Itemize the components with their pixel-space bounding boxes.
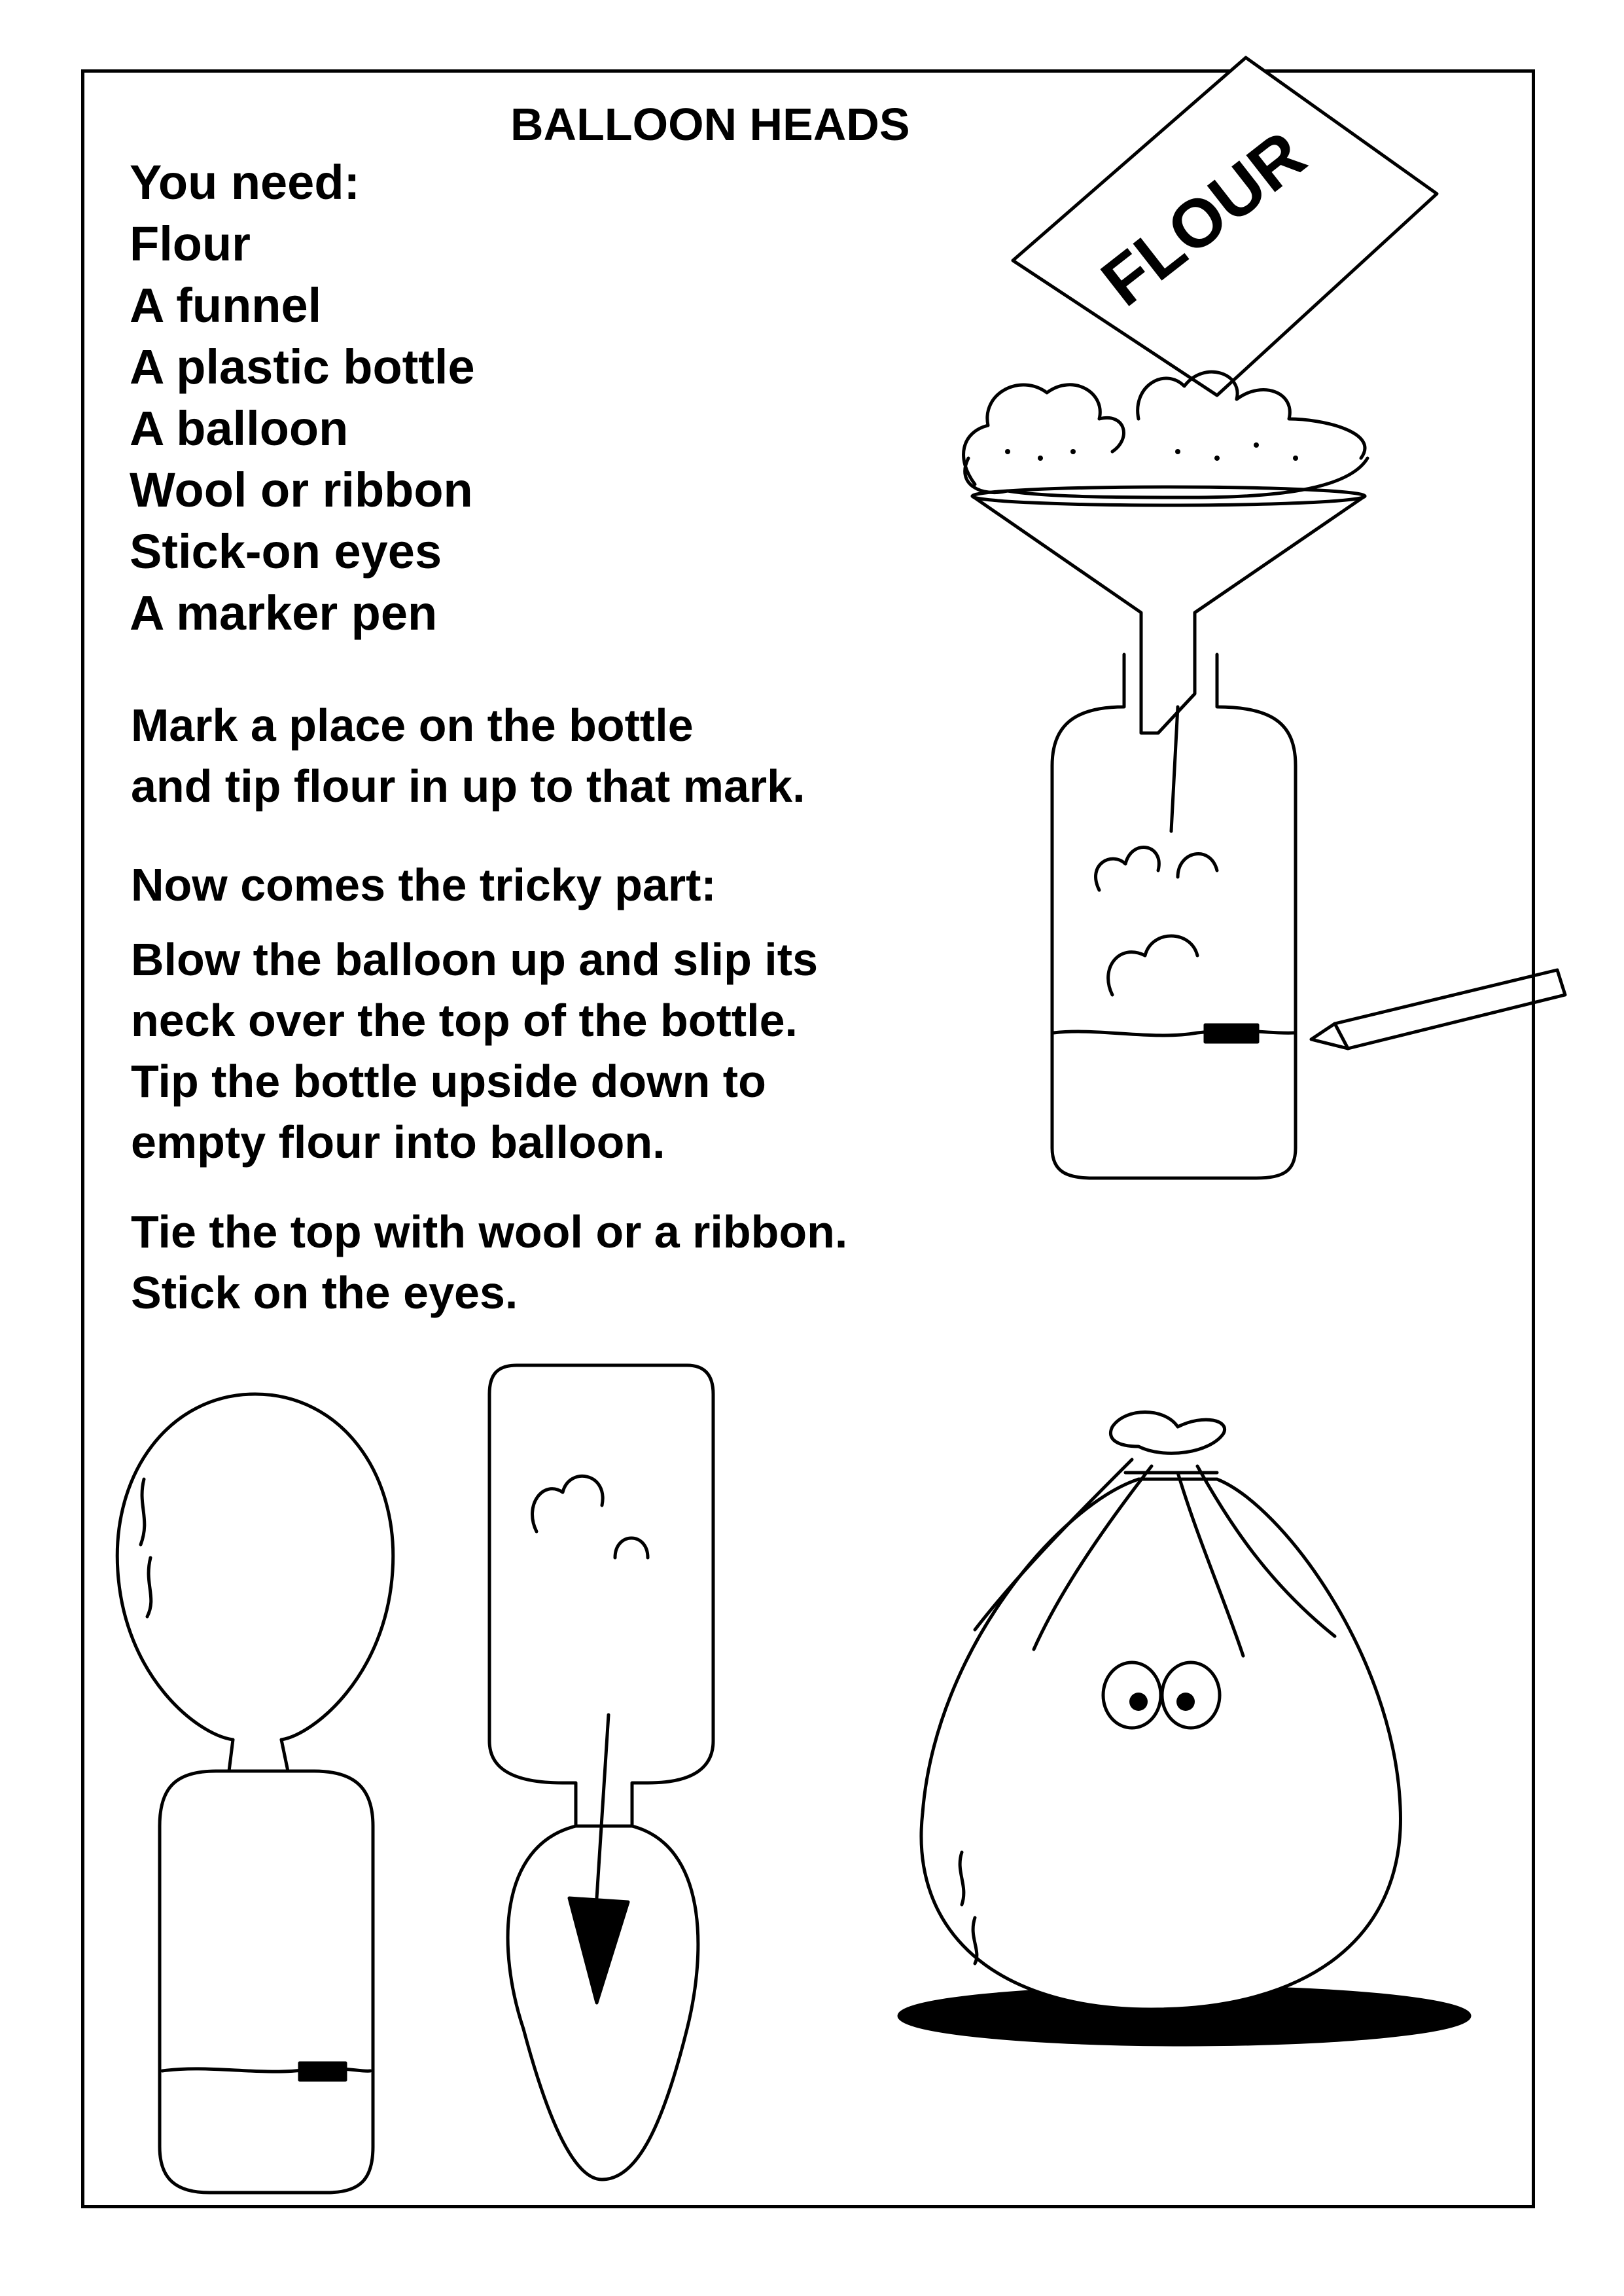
balloon-on-bottle-illustration bbox=[117, 1394, 393, 2193]
step-line: and tip flour in up to that mark. bbox=[131, 761, 805, 812]
step-line: neck over the top of the bottle. bbox=[131, 995, 798, 1046]
material-item: Stick-on eyes bbox=[130, 524, 442, 579]
flour-bag-label: FLOUR bbox=[1087, 117, 1320, 321]
funnel-icon bbox=[972, 487, 1365, 733]
flour-bag-illustration bbox=[1013, 58, 1437, 395]
step-line: Tip the bottle upside down to bbox=[131, 1056, 766, 1107]
balloon-head-illustration bbox=[899, 1412, 1470, 2045]
materials-heading: You need: bbox=[130, 155, 361, 209]
bottle-icon bbox=[1052, 655, 1296, 1178]
page-title: BALLOON HEADS bbox=[510, 99, 910, 150]
material-item: Flour bbox=[130, 217, 251, 271]
step-line: Mark a place on the bottle bbox=[131, 700, 694, 751]
flour-heap-icon bbox=[964, 372, 1368, 497]
material-item: A plastic bottle bbox=[130, 340, 475, 394]
step-line: Blow the balloon up and slip its bbox=[131, 934, 818, 985]
step-line: Stick on the eyes. bbox=[131, 1267, 518, 1318]
step-line: empty flour into balloon. bbox=[131, 1117, 665, 1168]
step-line: Tie the top with wool or a ribbon. bbox=[131, 1206, 848, 1257]
material-item: A marker pen bbox=[130, 586, 438, 640]
marker-pen-icon bbox=[1311, 970, 1565, 1049]
material-item: A balloon bbox=[130, 401, 349, 456]
material-item: A funnel bbox=[130, 278, 322, 332]
step-line: Now comes the tricky part: bbox=[131, 859, 716, 910]
material-item: Wool or ribbon bbox=[130, 463, 473, 517]
inverted-bottle-illustration bbox=[489, 1365, 713, 2179]
